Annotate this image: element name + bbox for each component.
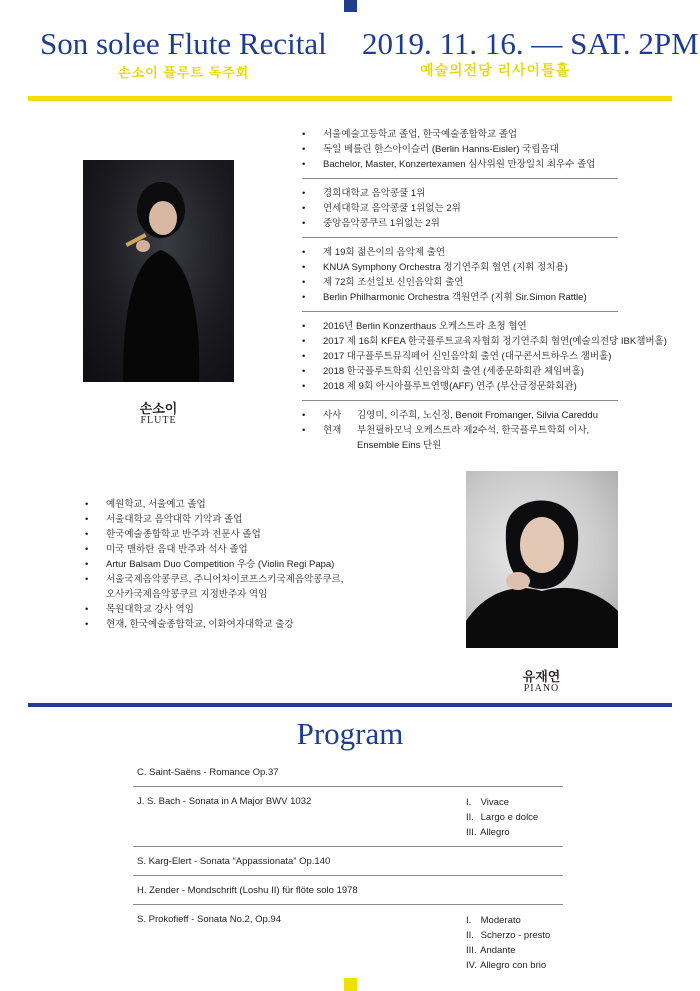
list-item: 오사카국제음악콩쿠르 지정반주자 역임 [106,589,268,600]
program-piece: J. S. Bach - Sonata in A Major BWV 1032 [137,796,312,807]
flutist-role: FLUTE [140,415,177,426]
list-item: • 현재, 한국예술종합학교, 이화여자대학교 출강 [85,617,343,632]
header-divider [28,96,672,101]
program-piece: H. Zender - Mondschrift (Loshu II) für flöte solo 1978 [137,885,358,896]
recital-date: 2019. 11. 16. — SAT. 2PM [362,26,699,61]
list-item: • 2017 대구플루트뮤직페어 신인음악회 출연 (대구콘서트하우스 챔버홀) [302,349,667,364]
program-divider-line [133,846,563,847]
list-item: • 목원대학교 강사 역임 [85,602,343,617]
movement-item: II. Scherzo - presto [466,930,551,941]
movement-item: I. Moderato [466,915,521,926]
program-divider-line [133,875,563,876]
venue-name: 예술의전당 리사이틀홀 [420,62,571,78]
flutist-recent-list [302,319,667,394]
list-item: • 미국 맨하탄 음대 반주과 석사 졸업 [85,542,343,557]
flutist-performances-list [302,245,587,305]
list-item: • 서울대학교 음악대학 기악과 졸업 [85,512,343,527]
list-item: • KNUA Symphony Orchestra 정기연주회 협연 (지휘 정치용) [302,260,587,275]
movement-list [466,913,550,973]
program-divider [28,703,672,707]
list-item: • 2018 제 9회 아시아플루트연맹(AFF) 연주 (부산금정문화회관) [302,379,667,394]
movement-item: I. Vivace [466,797,509,808]
pianist-role: PIANO [523,683,560,694]
movement-item: IV. Allegro con brio [466,960,547,971]
movement-item: III. Andante [466,945,516,956]
list-item: • 독일 베를린 한스아이슬러 (Berlin Hanns-Eisler) 국립음대 [302,142,595,157]
recital-title: Son solee Flute Recital [40,26,327,61]
flutist-silhouette [83,160,234,382]
list-item: • 제 19회 젊은이의 음악제 출연 [302,245,587,260]
pianist-photo [466,471,618,648]
movement-item: II. Largo e dolce [466,812,539,823]
flutist-teachers-current [302,408,598,453]
bio-divider [302,178,618,179]
movement-item: III. Allegro [466,827,510,838]
list-item: • 2018 한국플루트학회 신인음악회 출연 (세종문화회관 체임버홀) [302,364,667,379]
movement-list [466,795,538,840]
program-piece: S. Karg-Elert - Sonata “Appassionata” Op.140 [137,856,331,867]
bio-divider [302,237,618,238]
list-item: • 중앙음악콩쿠르 1위없는 2위 [302,216,461,231]
list-item: • Berlin Philharmonic Orchestra 객원연주 (지휘 Sir.Simon Rattle) [302,290,587,305]
bio-divider [302,400,618,401]
flutist-photo [83,160,234,382]
list-item: • 예원학교, 서울예고 졸업 [85,497,343,512]
list-item: • 서울예술고등학교 졸업, 한국예술종합학교 졸업 [302,127,595,142]
flutist-name: 손소이 [139,401,178,416]
flutist-awards-list [302,186,461,231]
program-divider-line [133,786,563,787]
pianist-bio-list [85,497,343,632]
list-item: • 제 72회 조선일보 신인음악회 출연 [302,275,587,290]
list-item: • 사사 김영미, 이주희, 노신정, Benoit Fromanger, Silvia Careddu [302,410,599,421]
bottom-square-accent [344,978,357,991]
list-item: • 2016년 Berlin Konzerthaus 오케스트라 초청 협연 [302,319,667,334]
flutist-education-list [302,127,595,172]
list-item: • Artur Balsam Duo Competition 우승 (Violin Regi Papa) [85,557,343,572]
list-item: • 서울국제음악콩쿠르, 주니어차이코프스키국제음악콩쿠르, [85,572,343,587]
list-item: • 현재 부천필하모닉 오케스트라 제2수석, 한국플루트학회 이사, [302,425,590,436]
program-divider-line [133,904,563,905]
pianist-silhouette [466,471,618,648]
pianist-name: 유재연 [522,669,561,684]
recital-title-korean: 손소이 플루트 독주회 [118,65,250,80]
list-item: • 한국예술종합학교 반주과 전문사 졸업 [85,527,343,542]
list-item: • 연세대학교 음악콩쿨 1위없는 2위 [302,201,461,216]
program-piece: C. Saint-Saëns - Romance Op.37 [137,767,279,778]
program-title: Program [296,716,404,751]
top-square-accent [344,0,357,12]
list-item: • 경희대학교 음악콩쿨 1위 [302,186,461,201]
list-item: • Bachelor, Master, Konzertexamen 심사위원 만장일치 최우수 졸업 [302,157,595,172]
list-item: Ensemble Eins 단원 [357,440,442,451]
bio-divider [302,311,618,312]
list-item: • 2017 제 16회 KFEA 한국플루트교육자협회 정기연주회 협연(예술의전당 IBK챔버홀) [302,334,667,349]
program-piece: S. Prokofieff - Sonata No.2, Op.94 [137,914,281,925]
